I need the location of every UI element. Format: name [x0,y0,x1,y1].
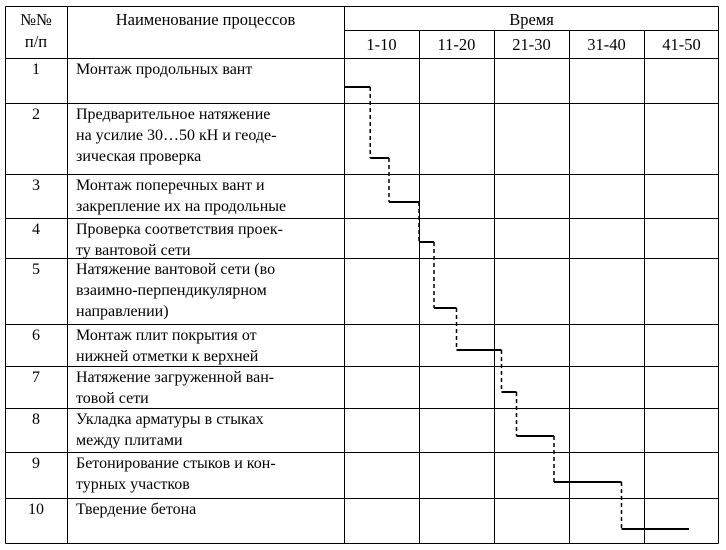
header-period-4: 31-40 [587,35,626,54]
header-period-5: 41-50 [662,35,701,54]
header-period-2: 11-20 [437,35,476,54]
row-5-process-line-2: взаимно-перпендикулярном [76,282,267,299]
row-6-process-line-1: Монтаж плит покрытия от [76,327,257,344]
row-8-process-line-2: между плитами [76,432,183,449]
header-num-line2: п/п [24,32,48,51]
row-7-process-line-2: товой сети [76,390,149,407]
row-8-process-line-1: Укладка арматуры в стыках [76,411,264,428]
schedule-table [5,6,719,544]
row-3-number: 3 [32,177,40,194]
row-4-process-line-2: ту вантовой сети [76,242,191,259]
row-7-process-line-1: Натяжение загруженной ван- [76,369,275,386]
row-1-process-line-1: Монтаж продольных вант [76,61,253,78]
row-9-number: 9 [32,455,40,472]
row-2-process-line-3: зическая проверка [76,148,202,165]
header-period-1: 1-10 [366,35,397,54]
header-process-name: Наименование процессов [115,10,296,29]
row-5-process-line-1: Натяжение вантовой сети (во [76,261,276,278]
row-5-process-line-3: направлении) [76,303,169,320]
row-2-process-line-1: Предварительное натяжение [76,106,271,123]
row-5-number: 5 [32,261,40,278]
row-6-process-line-2: нижней отметки к верхней [76,348,259,365]
row-1-number: 1 [32,61,40,78]
row-10-number: 10 [28,501,44,518]
header-time: Время [509,10,554,29]
header-num-line1: №№ [20,10,52,29]
row-4-process-line-1: Проверка соответствия проек- [76,221,283,238]
row-4-number: 4 [32,221,40,238]
row-9-process-line-1: Бетонирование стыков и кон- [76,455,276,472]
row-3-process-line-2: закрепление их на продольные [76,198,287,215]
row-10-process-line-1: Твердение бетона [76,501,197,518]
row-9-process-line-2: турных участков [76,476,190,493]
row-3-process-line-1: Монтаж поперечных вант и [76,177,265,194]
row-7-number: 7 [32,369,40,386]
row-6-number: 6 [32,327,40,344]
header-period-3: 21-30 [512,35,551,54]
row-2-process-line-2: на усилие 30…50 кН и геоде- [76,127,277,144]
row-8-number: 8 [32,411,40,428]
row-2-number: 2 [32,106,40,123]
